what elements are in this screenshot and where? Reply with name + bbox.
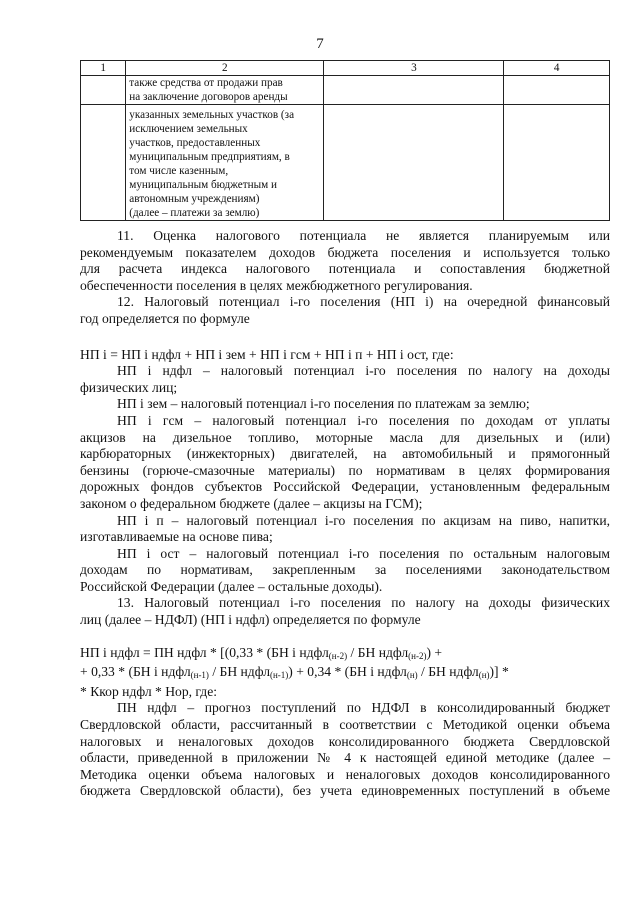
table-cell	[324, 76, 504, 105]
table-cell	[324, 105, 504, 221]
text-line: дорожных фондов субъектов Российской Федерации, установленным федеральным	[80, 479, 610, 495]
table-row	[81, 76, 610, 105]
formula-subscript: (н-1)	[190, 670, 209, 681]
text-line: год определяется по формуле	[80, 310, 250, 326]
formula-subscript: (н-2)	[328, 650, 348, 661]
formula-line: * Ккор ндфл * Нор, где:	[80, 683, 218, 699]
definition-ndfl	[80, 363, 610, 396]
text-line: Российской Федерации (далее – остальные доходы).	[80, 578, 383, 594]
paragraph-12	[80, 294, 610, 327]
formula-line	[80, 645, 610, 665]
table-header-cell: 4	[504, 61, 610, 76]
formula-tax-potential: НП i = НП i ндфл + НП i зем + НП i гсм + НП i п + НП i ост, где:	[80, 346, 454, 362]
text-line: лиц (далее – НДФЛ) (НП i ндфл) определяется по формуле	[80, 612, 421, 628]
table-cell	[126, 76, 324, 105]
definition-p	[80, 513, 610, 546]
cell-line: указанных земельных участков (за	[129, 109, 295, 121]
text-line: изготавливаемые на основе пива;	[80, 529, 273, 545]
text-line: Методика оценки объема налоговых и неналоговых доходов консолидированного	[80, 766, 610, 782]
text-line: 13. Налоговый потенциал i-го поселения по налогу на доходы физических	[117, 595, 610, 611]
formula-part: / БН ндфл	[208, 664, 270, 680]
cell-line: исключением земельных	[129, 123, 248, 135]
cell-line: (далее – платежи за землю)	[129, 207, 260, 219]
paragraph-13	[80, 595, 610, 628]
formula-part: + 0,33 * (БН i ндфл	[80, 664, 191, 680]
text-line: физических лиц;	[80, 379, 178, 395]
text-line: области, приведенной в приложении № 4 к настоящей единой методике (далее –	[80, 750, 610, 766]
formula-part: ) +	[426, 644, 443, 660]
table-cell	[81, 105, 126, 221]
table-cell	[504, 76, 610, 105]
text-line: для расчета индекса налогового потенциала и сопоставления бюджетной	[80, 261, 610, 277]
text-line: бюджета Свердловской области), без учета единовременных поступлений в объеме	[80, 783, 610, 799]
data-table	[80, 60, 610, 221]
table-header-cell: 2	[126, 61, 324, 76]
formula-part: )] *	[489, 664, 509, 680]
text-line: бензины (горюче-смазочные материалы) по нормативам в целях формирования	[80, 462, 610, 478]
text-line: карбюраторных (инжекторных) двигателей, на автомобильный и прямогонный	[80, 446, 610, 462]
cell-line: том числе казенным,	[129, 165, 229, 177]
definition-pn-ndfl	[80, 700, 610, 800]
text-line: Свердловской области, рассчитанный в соответствии с Методикой оценки объема	[80, 717, 610, 733]
text-line: НП i ндфл – налоговый потенциал i-го поселения по налогу на доходы	[117, 363, 610, 379]
page-number: 7	[316, 36, 324, 52]
formula-subscript: (н-1)	[269, 670, 289, 681]
table-cell	[81, 76, 126, 105]
formula-ndfl	[80, 645, 610, 701]
text-line: рекомендуемым показателем доходов бюджета поселения и используется только	[80, 244, 610, 260]
cell-line: муниципальным бюджетным и	[129, 179, 277, 191]
definition-zem	[80, 396, 610, 413]
cell-line: муниципальным предприятиям, в	[129, 151, 290, 163]
formula-part: ) + 0,34 * (БН i ндфл	[288, 664, 407, 680]
body-text	[80, 228, 610, 800]
formula-subscript: (н)	[478, 670, 490, 681]
cell-line: также средства от продажи прав	[129, 77, 283, 89]
formula-line	[80, 664, 610, 684]
text-line: обеспеченности поселения в целях межбюджетного регулирования.	[80, 277, 473, 293]
cell-line: на заключение договоров аренды	[129, 91, 288, 103]
table-header-cell: 3	[324, 61, 504, 76]
text-line: законом о федеральном бюджете (далее – акцизы на ГСМ);	[80, 495, 423, 511]
text-line: ПН ндфл – прогноз поступлений по НДФЛ в консолидированный бюджет	[117, 700, 610, 716]
table-row	[81, 105, 610, 221]
formula-part: / БН ндфл	[417, 664, 479, 680]
text-line: акцизов на дизельное топливо, моторные масла для дизельных и (или)	[80, 429, 610, 445]
text-line: НП i ост – налоговый потенциал i-го поселения по остальным налоговым	[117, 545, 610, 561]
formula-subscript: (н-2)	[408, 650, 427, 661]
text-line: НП i зем – налоговый потенциал i-го поселения по платежам за землю;	[117, 396, 530, 412]
text-line: 12. Налоговый потенциал i-го поселения (НП i) на очередной финансовый	[117, 294, 610, 310]
text-line: 11. Оценка налогового потенциала не является планируемым или	[117, 228, 610, 243]
text-line: НП i гсм – налоговый потенциал i-го поселения по доходам от уплаты	[117, 412, 610, 428]
formula-subscript: (н)	[406, 670, 418, 681]
table-header-row	[81, 61, 610, 76]
text-line: налоговых и неналоговых доходов консолидированного бюджета Свердловской	[80, 733, 610, 749]
text-line: доходам по нормативам, закрепленным за поселениями законодательством	[80, 562, 610, 578]
formula-part: НП i ндфл = ПН ндфл * [(0,33 * (БН i ндфл	[80, 644, 329, 660]
cell-line: автономным учреждениям)	[129, 193, 260, 205]
definition-ost	[80, 546, 610, 596]
formula-part: / БН ндфл	[347, 644, 409, 660]
definition-gsm	[80, 413, 610, 513]
table-cell	[126, 105, 324, 221]
table-cell	[504, 105, 610, 221]
paragraph-11	[80, 228, 610, 294]
cell-line: участков, предоставленных	[129, 137, 261, 149]
table-header-cell: 1	[81, 61, 126, 76]
text-line: НП i п – налоговый потенциал i-го поселения по акцизам на пиво, напитки,	[117, 512, 610, 528]
